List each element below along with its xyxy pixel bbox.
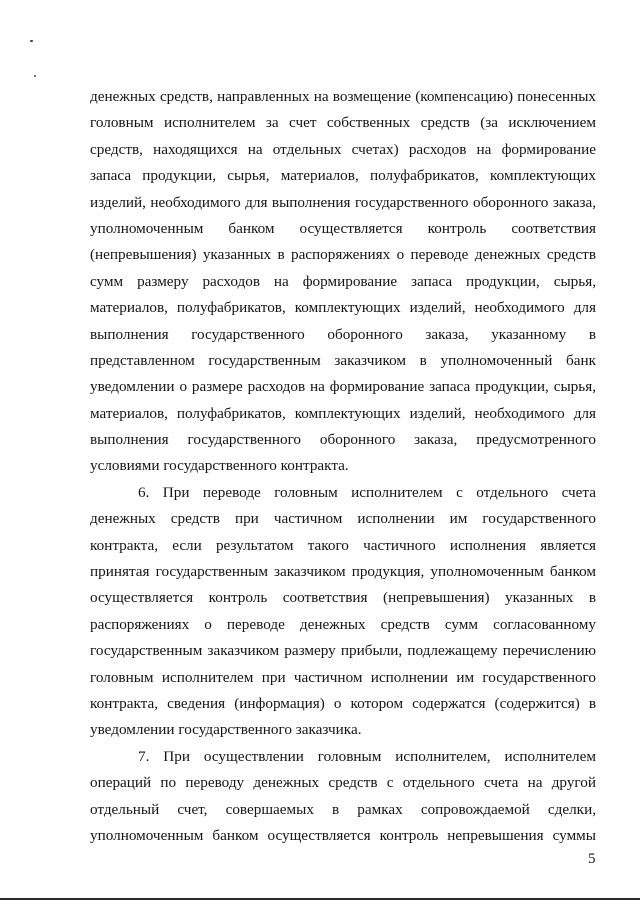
text-line: денежных средств, направленных на возмещение (компенсацию) понесенных bbox=[90, 88, 596, 105]
text-line: государственным заказчиком размеру прибыли, подлежащему перечислению bbox=[90, 642, 596, 660]
text-line: денежных средств при частичном исполнении им государственного bbox=[90, 510, 596, 528]
text-line: уведомлении о размере расходов на формирование запаса продукции, сырья, bbox=[90, 378, 596, 396]
text-line: выполнения государственного оборонного заказа, указанному в bbox=[90, 325, 596, 343]
text-line: материалов, полуфабрикатов, комплектующих изделий, необходимого для bbox=[90, 299, 596, 317]
text-line: запаса продукции, сырья, материалов, полуфабрикатов, комплектующих bbox=[90, 167, 596, 185]
paragraph-end-line: условиями государственного контракта. bbox=[90, 457, 349, 475]
text-line: (непревышения) указанных в распоряжениях о переводе денежных средств bbox=[90, 246, 596, 264]
scan-speck bbox=[34, 75, 36, 77]
paragraph-end-line: уведомлении государственного заказчика. bbox=[90, 721, 362, 739]
text-line: контракта, сведения (информация) о котором содержатся (содержится) в bbox=[90, 694, 596, 712]
text-line: материалов, полуфабрикатов, комплектующих изделий, необходимого для bbox=[90, 404, 596, 422]
text-line: осуществляется контроль соответствия (непревышения) указанных в bbox=[90, 589, 596, 607]
scan-speck bbox=[30, 40, 33, 42]
text-line: представленном государственным заказчиком в уполномоченный банк bbox=[90, 351, 596, 369]
text-line: головным исполнителем при частичном исполнении им государственного bbox=[90, 668, 596, 686]
text-line: выполнения государственного оборонного заказа, предусмотренного bbox=[90, 431, 596, 449]
text-line: сумм размеру расходов на формирование запаса продукции, сырья, bbox=[90, 272, 596, 290]
paragraph-6-first-line: 6. При переводе головным исполнителем с отдельного счета bbox=[138, 483, 596, 501]
document-body bbox=[90, 84, 596, 849]
text-line: принятая государственным заказчиком продукция, уполномоченным банком bbox=[90, 563, 596, 581]
text-line: головным исполнителем за счет собственных средств (за исключением bbox=[90, 114, 596, 132]
text-line: контракта, если результатом такого частичного исполнения является bbox=[90, 536, 596, 554]
scan-bottom-edge bbox=[0, 898, 640, 900]
text-line: операций по переводу денежных средств с отдельного счета на другой bbox=[90, 774, 596, 792]
paragraph-7-first-line: 7. При осуществлении головным исполнителем, исполнителем bbox=[138, 747, 596, 765]
text-line: средств, находящихся на отдельных счетах) расходов на формирование bbox=[90, 140, 596, 158]
text-line: распоряжениях о переводе денежных средств сумм согласованному bbox=[90, 615, 596, 633]
text-line: уполномоченным банком осуществляется контроль соответствия bbox=[90, 219, 596, 237]
page-number: 5 bbox=[588, 851, 596, 867]
text-line: изделий, необходимого для выполнения государственного оборонного заказа, bbox=[90, 193, 596, 211]
text-line: отдельный счет, совершаемых в рамках сопровождаемой сделки, bbox=[90, 800, 596, 818]
text-line: уполномоченным банком осуществляется контроль непревышения суммы bbox=[90, 826, 596, 844]
